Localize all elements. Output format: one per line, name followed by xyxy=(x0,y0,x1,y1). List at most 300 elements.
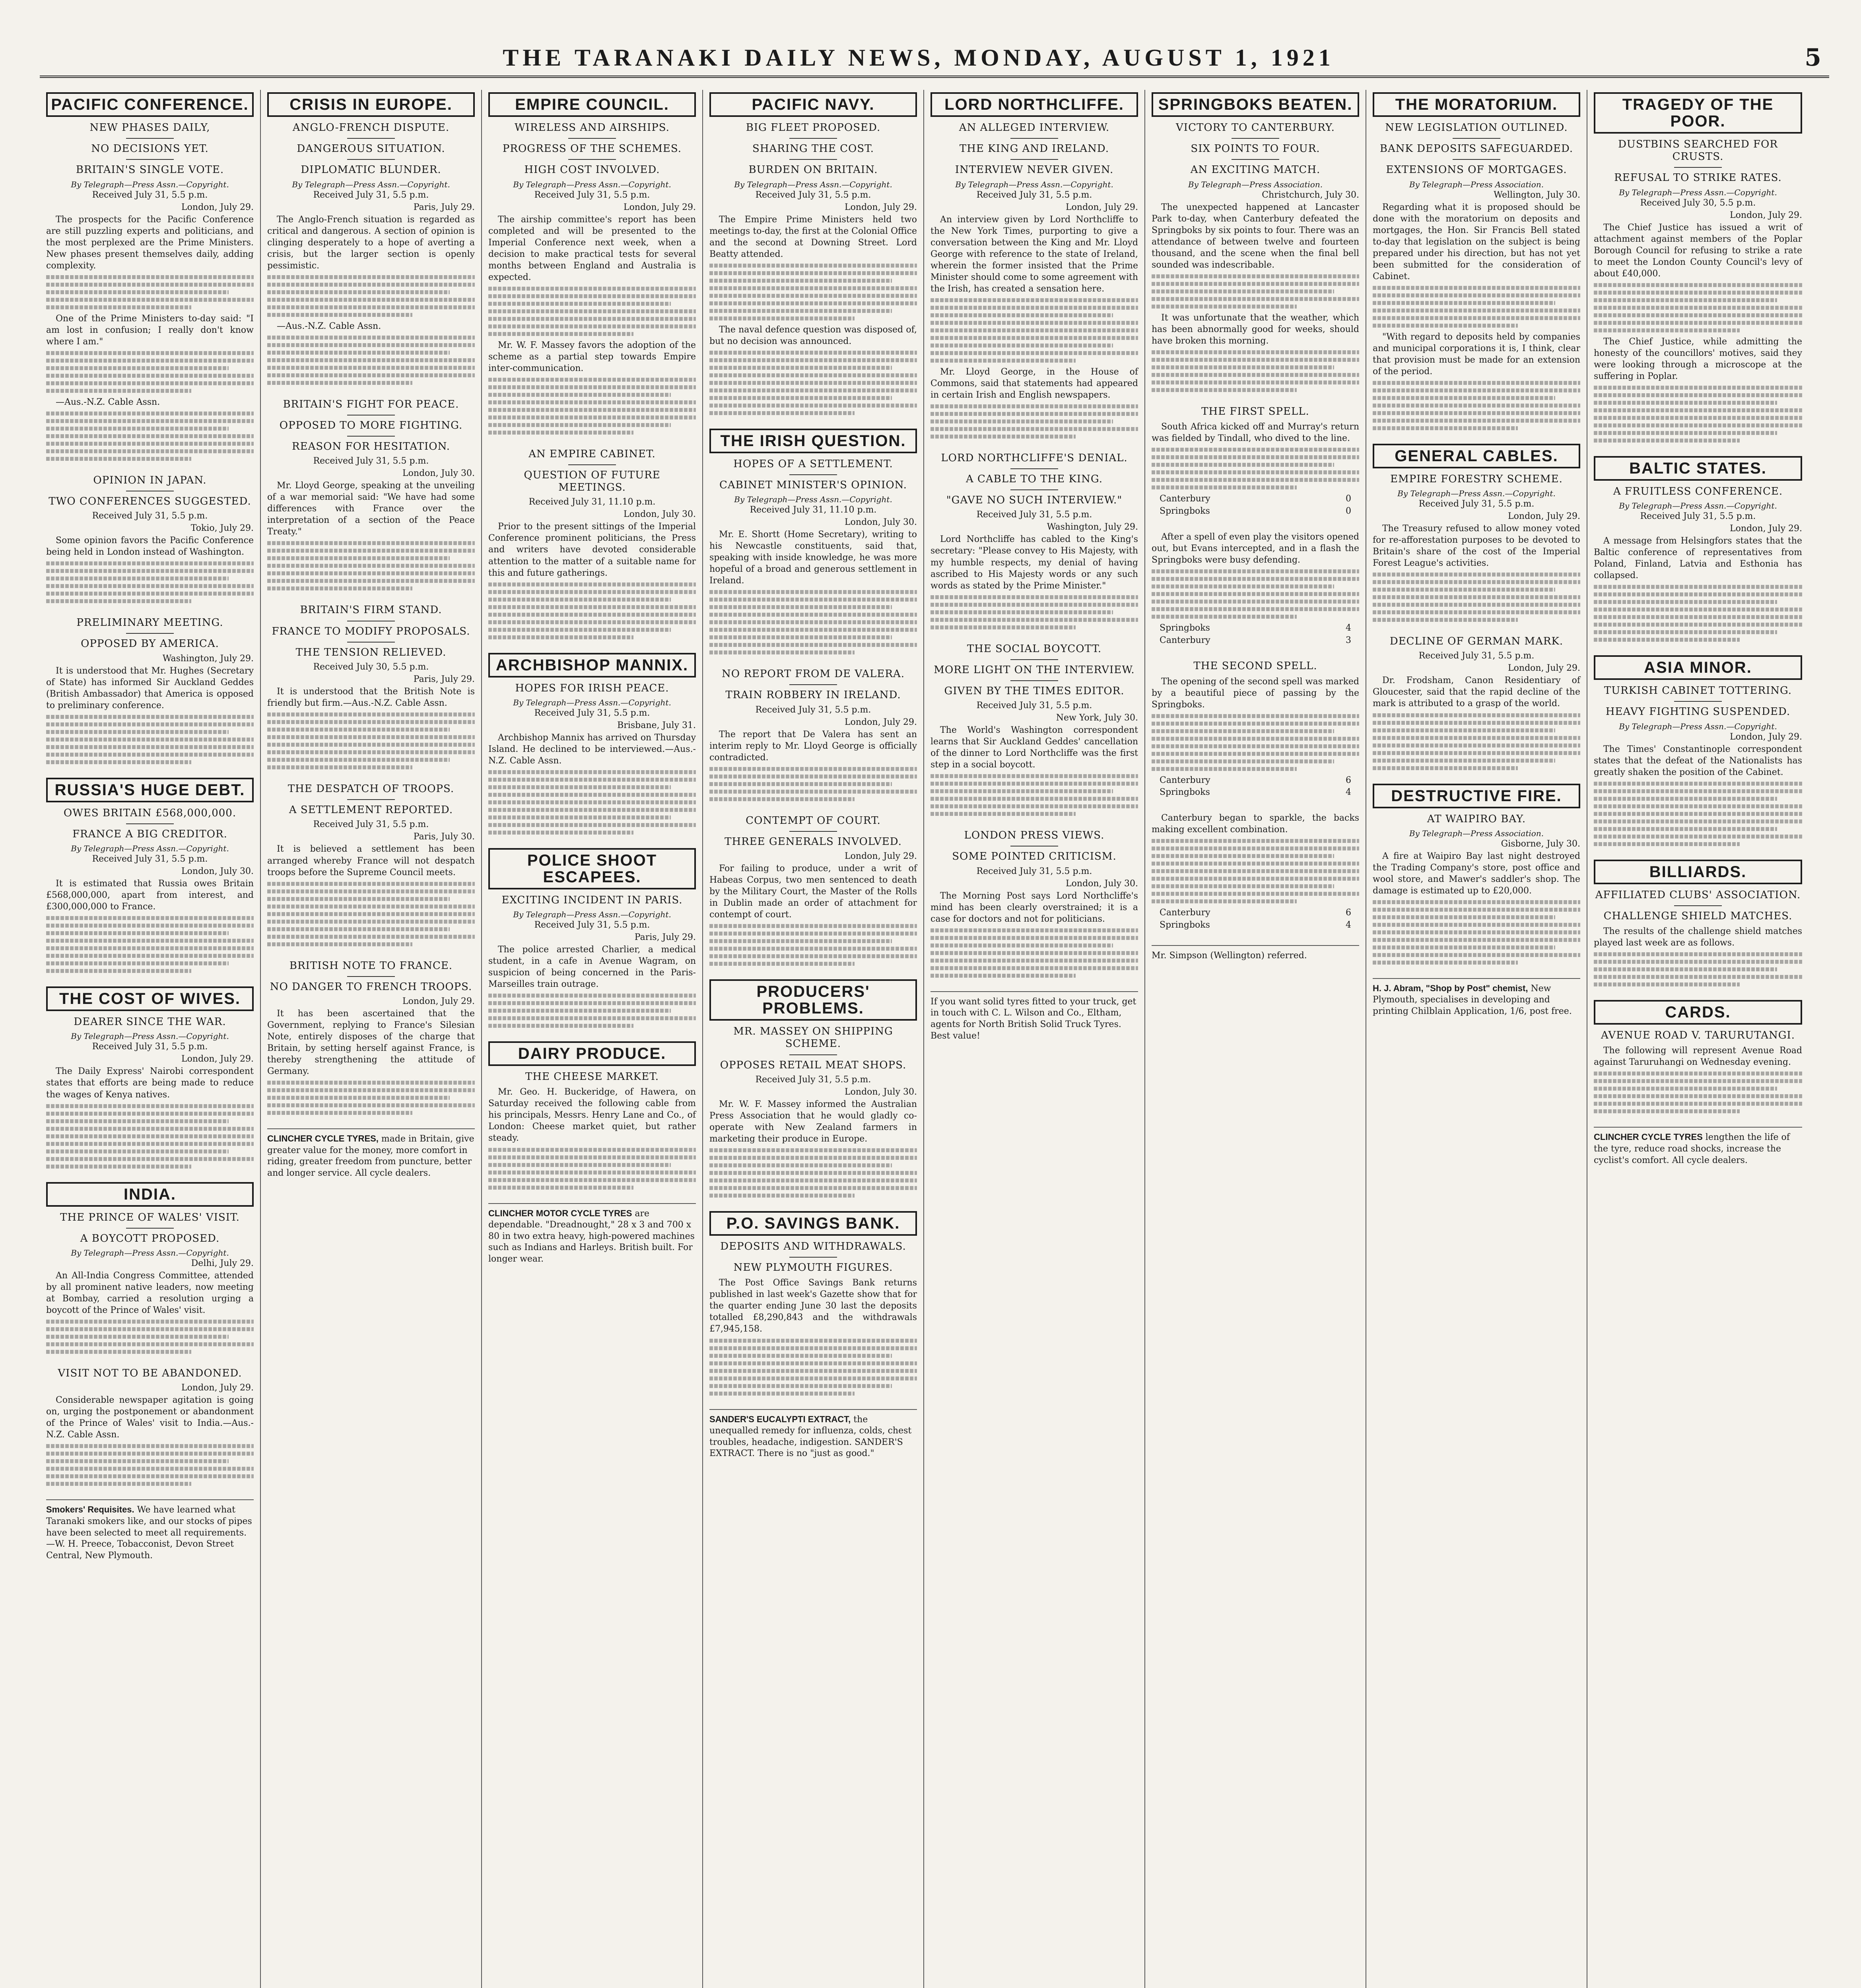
text-line xyxy=(1594,835,1802,839)
divider-rule xyxy=(1674,905,1722,906)
score-table xyxy=(1152,493,1359,518)
text-line xyxy=(930,359,1076,363)
text-line xyxy=(1152,744,1359,748)
dateline: Brisbane, July 31. xyxy=(617,720,696,730)
text-line xyxy=(1594,960,1802,964)
headline: PACIFIC NAVY. xyxy=(709,92,917,117)
paragraph: Mr. Lloyd George, speaking at the unveiling of a war memorial said: "We have had some differences with France over the interpretation of a section of the Peace Treaty." xyxy=(267,481,475,537)
column xyxy=(261,90,482,1988)
text-line xyxy=(488,1178,696,1182)
text-line xyxy=(1594,313,1802,317)
text-line xyxy=(1594,585,1802,589)
text-line xyxy=(709,404,917,408)
byline: By Telegraph—Press Assn.—Copyright. xyxy=(513,910,671,920)
paragraph: Mr. W. F. Massey informed the Australian Press Association that he would gladly co-operate with New Zealand farmers in marketing their produce in Europe. xyxy=(709,1099,917,1144)
text-line xyxy=(488,1009,671,1013)
dateline: London, July 29. xyxy=(181,1383,254,1393)
subheading: BRITISH NOTE TO FRANCE. xyxy=(289,959,453,972)
team-name: Canterbury xyxy=(1160,635,1210,645)
subheading: NEW PHASES DAILY, xyxy=(89,122,210,134)
text-line xyxy=(267,556,450,560)
text-line xyxy=(1373,580,1580,584)
subheading: A SETTLEMENT REPORTED. xyxy=(289,804,453,816)
text-line xyxy=(267,283,475,287)
text-line xyxy=(1152,899,1297,903)
text-line xyxy=(1152,615,1297,619)
text-line xyxy=(267,549,475,553)
paragraph: It was unfortunate that the weather, which has been abnormally good for weeks, should have broken this morning. xyxy=(1152,313,1359,346)
text-line xyxy=(46,715,254,719)
text-line xyxy=(1594,797,1777,801)
article xyxy=(46,986,254,1168)
text-line xyxy=(46,305,191,309)
dateline: London, July 29. xyxy=(402,996,475,1006)
byline: By Telegraph—Press Association. xyxy=(1188,179,1323,189)
text-line xyxy=(709,1369,917,1373)
text-line xyxy=(1594,283,1802,287)
subheading: CHALLENGE SHIELD MATCHES. xyxy=(1603,910,1793,922)
text-line xyxy=(1373,938,1580,942)
subheading: DIPLOMATIC BLUNDER. xyxy=(301,164,441,176)
text-line xyxy=(709,1171,917,1175)
text-line xyxy=(1152,274,1359,278)
divider-rule xyxy=(1010,489,1058,490)
text-line xyxy=(46,366,229,370)
divider-rule xyxy=(347,138,395,139)
text-line xyxy=(709,381,917,385)
article xyxy=(1594,456,1802,642)
text-line xyxy=(1373,953,1580,957)
text-line xyxy=(709,1346,917,1350)
text-line xyxy=(1152,478,1359,482)
paragraph: For failing to produce, under a writ of Habeas Corpus, two men sentenced to death by the Military Court, the Master of the Rolls in Dublin made an order of attachment for contempt of court. xyxy=(709,864,917,920)
received-line: Received July 31, 5.5 p.m. xyxy=(92,1042,208,1052)
text-line xyxy=(1594,592,1802,596)
text-line xyxy=(930,974,1076,978)
text-line xyxy=(267,579,475,583)
text-line xyxy=(267,743,475,747)
text-line xyxy=(709,1163,892,1167)
paragraph: It has been ascertained that the Government, replying to France's Silesian Note, entirely disposes of the charge that Britain, by setting herself against France, is thereby strengthening the attitude of Germany. xyxy=(267,1008,475,1077)
divider-rule xyxy=(126,138,174,139)
dateline: Paris, July 29. xyxy=(634,932,696,943)
text-line xyxy=(1594,386,1802,390)
text-line xyxy=(709,1361,917,1365)
text-line xyxy=(930,336,1138,340)
text-line xyxy=(1594,1072,1802,1076)
text-line xyxy=(267,373,475,377)
subheading: AVENUE ROAD V. TARURUTANGI. xyxy=(1601,1029,1795,1042)
headline: BALTIC STATES. xyxy=(1594,456,1802,481)
text-line xyxy=(1373,411,1580,415)
text-line xyxy=(1152,722,1359,726)
divider-rule xyxy=(126,159,174,160)
text-line xyxy=(709,962,855,966)
text-line xyxy=(46,1350,191,1354)
divider-rule xyxy=(568,464,616,465)
paragraph: An interview given by Lord Northcliffe to the New York Times, purporting to give a conversation between the King and Mr. Lloyd George with reference to the state of Ireland, wherein the former insisted that the Prime Minister should come to some agreement with the Irish, has created a sensation here. xyxy=(930,214,1138,294)
team-name: Canterbury xyxy=(1160,908,1210,918)
text-line xyxy=(488,1016,696,1020)
text-line xyxy=(930,298,1138,302)
paragraph: Mr. E. Shortt (Home Secretary), writing to his Newcastle constituents, said that, speaking with inside knowledge, he was more hopeful of a broad and generous settlement in Ireland. xyxy=(709,530,917,586)
article xyxy=(709,668,917,801)
text-line xyxy=(1373,618,1518,622)
subheading: CONTEMPT OF COURT. xyxy=(746,814,881,827)
paragraph: It is understood that Mr. Hughes (Secretary of State) has informed Sir Auckland Geddes (British Ambassador) that America is opposed to preliminary conference. xyxy=(46,666,254,711)
paragraph: Some opinion favors the Pacific Conference being held in London instead of Washington. xyxy=(46,536,254,557)
dateline: London, July 30. xyxy=(845,1087,917,1097)
subheading: OPPOSES RETAIL MEAT SHOPS. xyxy=(720,1059,907,1071)
text-line xyxy=(46,1142,254,1146)
text-line xyxy=(46,561,254,565)
headline: BILLIARDS. xyxy=(1594,860,1802,884)
text-line xyxy=(46,599,191,603)
paragraph: An All-India Congress Committee, attended by all prominent native leaders, now meeting at Bombay, carried a resolution urging a boycott of the Prince of Wales' visit. xyxy=(46,1270,254,1315)
received-line: Received July 31, 5.5 p.m. xyxy=(755,190,871,200)
article xyxy=(1594,655,1802,846)
text-line xyxy=(1594,615,1802,619)
text-line xyxy=(267,381,412,385)
text-line xyxy=(709,954,917,958)
subheading: AFFILIATED CLUBS' ASSOCIATION. xyxy=(1595,889,1801,901)
text-line xyxy=(46,275,254,279)
headline: P.O. SAVINGS BANK. xyxy=(709,1211,917,1236)
advert-text: are dependable. "Dreadnought," 28 x 3 and 700 x 80 in two extra heavy, high-powered machines such as Indians and Harleys. British built. For longer wear. xyxy=(488,1208,695,1264)
subheading: THE PRINCE OF WALES' VISIT. xyxy=(60,1211,240,1223)
paragraph: Canterbury began to sparkle, the backs making excellent combination. xyxy=(1152,813,1359,835)
subheading: AN EMPIRE CABINET. xyxy=(528,448,656,460)
text-line xyxy=(46,961,229,965)
text-line xyxy=(46,1104,254,1108)
text-line xyxy=(1594,812,1802,816)
text-line xyxy=(709,271,917,275)
text-line xyxy=(1594,1109,1740,1113)
text-line xyxy=(46,1342,254,1346)
paragraph: The airship committee's report has been completed and will be presented to the Imperial Conference next week, when a decision to make practical tests for several months between England and Australia is expected. xyxy=(488,214,696,282)
advert-text: We have learned what Taranaki smokers like, and our stocks of pipes have been selected to meet all requirements.—W. H. Preece, Tobacconist, Devon Street Central, New Plymouth. xyxy=(46,1505,252,1561)
text-line xyxy=(930,774,1138,778)
headline: ASIA MINOR. xyxy=(1594,655,1802,680)
paragraph: Mr. Geo. H. Buckeridge, of Hawera, on Saturday received the following cable from his principals, Messrs. Henry Lane and Co., of London: Cheese market quiet, but rather steady. xyxy=(488,1087,696,1143)
text-line xyxy=(488,302,671,306)
score-table xyxy=(1152,775,1359,799)
paragraph: A fire at Waipiro Bay last night destroyed the Trading Company's store, post office and wool store, and Mawer's saddler's shop. The damage is estimated up to £20,000. xyxy=(1373,851,1580,896)
text-line xyxy=(46,1149,229,1153)
paragraph: The Post Office Savings Bank returns published in last week's Gazette show that for the quarter ending June 30 last the deposits totalled £8,290,843 and the withdrawals £7,945,158. xyxy=(709,1278,917,1334)
article xyxy=(709,1211,917,1396)
text-line xyxy=(709,598,917,602)
article xyxy=(46,1367,254,1486)
subheading: FRANCE A BIG CREDITOR. xyxy=(72,828,227,840)
subheading: VISIT NOT TO BE ABANDONED. xyxy=(58,1367,242,1380)
text-line xyxy=(267,305,475,309)
text-line xyxy=(46,1444,254,1448)
headline: POLICE SHOOT ESCAPEES. xyxy=(488,848,696,889)
subheading: TURKISH CABINET TOTTERING. xyxy=(1604,685,1792,697)
article xyxy=(488,448,696,639)
article xyxy=(46,1182,254,1354)
text-line xyxy=(709,782,892,786)
text-line xyxy=(1152,862,1359,866)
headline: DESTRUCTIVE FIRE. xyxy=(1373,784,1580,808)
text-line xyxy=(1594,1094,1802,1098)
paragraph: "With regard to deposits held by companies and municipal corporations it is, I think, clear that provision must be made for an extension of the period. xyxy=(1373,332,1580,377)
subheading: THE CHEESE MARKET. xyxy=(525,1071,659,1083)
text-line xyxy=(488,994,696,998)
text-line xyxy=(46,931,229,935)
subheading: NEW PLYMOUTH FIGURES. xyxy=(733,1262,893,1274)
subheading: SIX POINTS TO FOUR. xyxy=(1191,143,1320,155)
text-line xyxy=(1152,839,1359,843)
text-line xyxy=(267,905,475,909)
byline: By Telegraph—Press Assn.—Copyright. xyxy=(1397,489,1556,499)
dateline: London, July 29. xyxy=(181,1054,254,1064)
text-line xyxy=(709,1194,855,1198)
text-line xyxy=(488,1001,696,1005)
text-line xyxy=(46,351,254,355)
headline: TRAGEDY OF THE POOR. xyxy=(1594,92,1802,134)
dateline: London, July 29. xyxy=(845,717,917,727)
text-line xyxy=(1594,608,1802,612)
text-line xyxy=(46,1134,254,1138)
article xyxy=(930,643,1138,816)
article xyxy=(1152,92,1359,392)
text-line xyxy=(1152,729,1334,733)
advert-title: CLINCHER CYCLE TYRES, xyxy=(267,1134,379,1144)
text-line xyxy=(488,324,696,328)
text-line xyxy=(709,628,917,632)
text-line xyxy=(1373,286,1580,290)
paragraph: Archbishop Mannix has arrived on Thursday Island. He declined to be interviewed.—Aus.-N.Z. Cable Assn. xyxy=(488,732,696,766)
text-line xyxy=(46,427,229,431)
divider-rule xyxy=(789,831,837,832)
text-line xyxy=(709,620,917,624)
dateline: Paris, July 29. xyxy=(413,674,475,685)
text-line xyxy=(709,388,917,392)
text-line xyxy=(46,389,191,393)
text-line xyxy=(488,317,696,321)
dateline: Paris, July 30. xyxy=(413,832,475,842)
text-line xyxy=(1594,842,1740,846)
paragraph: Considerable newspaper agitation is going on, urging the postponement or abandonment of the Prince of Wales' visit to India.—Aus.-N.Z. Cable Assn. xyxy=(46,1395,254,1440)
text-line xyxy=(709,650,855,654)
text-line xyxy=(46,753,254,757)
text-line xyxy=(930,610,1113,614)
subheading: LONDON PRESS VIEWS. xyxy=(964,829,1105,842)
paragraph: The Chief Justice has issued a writ of attachment against members of the Poplar Borough Council for refusing to strike a rate to meet the London County Council's levy of about £40,000. xyxy=(1594,222,1802,279)
paragraph: The Treasury refused to allow money voted for re-afforestation purposes to be devoted to Britain's share of the cost of the Imperial Forest League's activities. xyxy=(1373,524,1580,569)
subheading: NEW LEGISLATION OUTLINED. xyxy=(1385,122,1568,134)
text-line xyxy=(1373,751,1580,755)
text-line xyxy=(1373,588,1555,592)
text-line xyxy=(488,815,671,819)
text-line xyxy=(46,1112,254,1116)
text-line xyxy=(488,378,696,382)
text-line xyxy=(488,808,696,812)
text-line xyxy=(267,758,450,762)
text-line xyxy=(488,431,633,435)
text-line xyxy=(46,969,191,973)
text-line xyxy=(488,309,696,313)
headline: INDIA. xyxy=(46,1182,254,1207)
text-line xyxy=(1152,877,1359,881)
text-line xyxy=(930,789,1113,793)
divider-rule xyxy=(1010,138,1058,139)
text-line xyxy=(930,944,1113,947)
text-line xyxy=(46,722,254,726)
advertisement xyxy=(1373,978,1580,1017)
subheading: AT WAIPIRO BAY. xyxy=(1427,813,1526,825)
text-line xyxy=(1373,915,1555,919)
text-line xyxy=(46,939,254,943)
text-line xyxy=(1373,381,1580,385)
paragraph: The Times' Constantinople correspondent states that the defeat of the Nationalists has greatly shaken the position of the Cabinet. xyxy=(1594,744,1802,777)
received-line: Received July 31, 11.10 p.m. xyxy=(750,505,877,515)
text-line xyxy=(709,373,917,377)
text-line xyxy=(1373,388,1580,392)
paragraph: The naval defence question was disposed of, but no decision was announced. xyxy=(709,324,917,346)
byline: By Telegraph—Press Assn.—Copyright. xyxy=(71,1248,229,1258)
subheading: PRELIMINARY MEETING. xyxy=(76,617,223,629)
text-line xyxy=(267,541,475,545)
text-line xyxy=(1594,789,1802,793)
dateline: Tokio, July 29. xyxy=(190,523,254,534)
text-line xyxy=(709,1339,917,1343)
article xyxy=(488,848,696,1028)
divider-rule xyxy=(1674,167,1722,168)
text-line xyxy=(267,1096,450,1100)
article xyxy=(267,783,475,946)
subheading: AN ALLEGED INTERVIEW. xyxy=(959,122,1110,134)
text-line xyxy=(267,765,412,769)
text-line xyxy=(1373,945,1555,949)
byline: By Telegraph—Press Assn.—Copyright. xyxy=(1619,187,1777,197)
text-line xyxy=(1373,930,1580,934)
text-line xyxy=(1373,426,1518,430)
subheading: MR. MASSEY ON SHIPPING SCHEME. xyxy=(733,1025,893,1050)
subheading: NO DECISIONS YET. xyxy=(91,143,209,155)
text-line xyxy=(267,912,475,916)
text-line xyxy=(1373,759,1555,763)
divider-rule xyxy=(126,823,174,824)
columns xyxy=(40,90,1829,1988)
text-line xyxy=(488,1024,633,1028)
dateline: London, July 29. xyxy=(845,202,917,212)
text-line xyxy=(709,605,892,609)
text-line xyxy=(267,897,450,901)
article xyxy=(930,92,1138,439)
text-line xyxy=(46,298,254,302)
article xyxy=(488,653,696,835)
received-line: Received July 31, 5.5 p.m. xyxy=(92,511,208,521)
team-score: 4 xyxy=(1346,623,1351,633)
text-line xyxy=(46,954,254,958)
article xyxy=(267,398,475,591)
received-line: Received July 31, 5.5 p.m. xyxy=(313,819,429,830)
text-line xyxy=(488,800,696,804)
subheading: A CABLE TO THE KING. xyxy=(965,473,1103,485)
divider-rule xyxy=(347,799,395,800)
byline: By Telegraph—Press Assn.—Copyright. xyxy=(292,179,450,189)
subheading: NO REPORT FROM DE VALERA. xyxy=(722,668,905,680)
text-line xyxy=(1594,393,1802,397)
text-line xyxy=(267,1081,475,1085)
advertisement xyxy=(930,991,1138,1042)
text-line xyxy=(488,582,696,586)
divider-rule xyxy=(789,1054,837,1055)
text-line xyxy=(1152,577,1359,581)
text-line xyxy=(267,935,475,939)
subheading: BIG FLEET PROPOSED. xyxy=(746,122,881,134)
subheading: BRITAIN'S FIGHT FOR PEACE. xyxy=(283,398,459,410)
advert-title: CLINCHER MOTOR CYCLE TYRES xyxy=(488,1208,632,1218)
score-row xyxy=(1152,622,1359,635)
paragraph: The Chief Justice, while admitting the honesty of the councillors' motives, said they were looking through a microscope at the suffering in Poplar. xyxy=(1594,336,1802,381)
text-line xyxy=(488,590,696,594)
text-line xyxy=(709,301,917,305)
text-line xyxy=(46,577,229,580)
text-line xyxy=(709,1354,892,1358)
text-line xyxy=(1594,638,1740,642)
text-line xyxy=(46,1459,229,1463)
text-line xyxy=(46,290,229,294)
text-line xyxy=(46,1320,254,1324)
divider-rule xyxy=(1010,159,1058,160)
subheading: HOPES OF A SETTLEMENT. xyxy=(733,458,893,470)
article xyxy=(709,979,917,1198)
text-line xyxy=(709,1156,917,1160)
text-line xyxy=(1152,448,1359,452)
text-line xyxy=(709,264,917,268)
score-row xyxy=(1152,907,1359,919)
advert-text: If you want solid tyres fitted to your truck, get in touch with C. L. Wilson and Co., Eltham, agents for North British Solid Truck Tyres. Best value! xyxy=(930,996,1136,1041)
subheading: DECLINE OF GERMAN MARK. xyxy=(1389,635,1564,648)
text-line xyxy=(709,635,892,639)
text-line xyxy=(709,316,855,320)
text-line xyxy=(1373,721,1580,725)
advert-text: New Plymouth, specialises in developing and printing Chilblain Application, 1/6, post free. xyxy=(1373,983,1572,1016)
text-line xyxy=(1152,869,1359,873)
text-line xyxy=(930,404,1138,408)
text-line xyxy=(1594,1087,1777,1091)
paragraph: One of the Prime Ministers to-day said: "I am lost in confusion; I really don't know where I am." xyxy=(46,313,254,347)
headline: PRODUCERS' PROBLEMS. xyxy=(709,979,917,1021)
text-line xyxy=(267,343,475,347)
received-line: Received July 31, 5.5 p.m. xyxy=(313,456,429,466)
text-line xyxy=(267,927,450,931)
text-line xyxy=(46,1327,254,1331)
dateline: London, July 29. xyxy=(181,202,254,212)
text-line xyxy=(46,419,254,423)
masthead xyxy=(40,40,1829,78)
text-line xyxy=(709,775,917,779)
divider-rule xyxy=(1674,701,1722,702)
divider-rule xyxy=(1010,659,1058,660)
text-line xyxy=(930,603,1138,607)
text-line xyxy=(1152,759,1334,763)
divider-rule xyxy=(347,642,395,643)
text-line xyxy=(1373,766,1518,770)
subheading: TWO CONFERENCES SUGGESTED. xyxy=(49,495,251,508)
text-line xyxy=(46,745,254,749)
advert-text: lengthen the life of the tyre, reduce road shocks, increase the cyclist's comfort. All cycle dealers. xyxy=(1594,1132,1790,1165)
text-line xyxy=(267,298,475,302)
text-line xyxy=(267,1111,412,1115)
headline: GENERAL CABLES. xyxy=(1373,444,1580,468)
divider-rule xyxy=(126,633,174,634)
paragraph: The opening of the second spell was marked by a beautiful piece of passing by the Springboks. xyxy=(1152,676,1359,710)
